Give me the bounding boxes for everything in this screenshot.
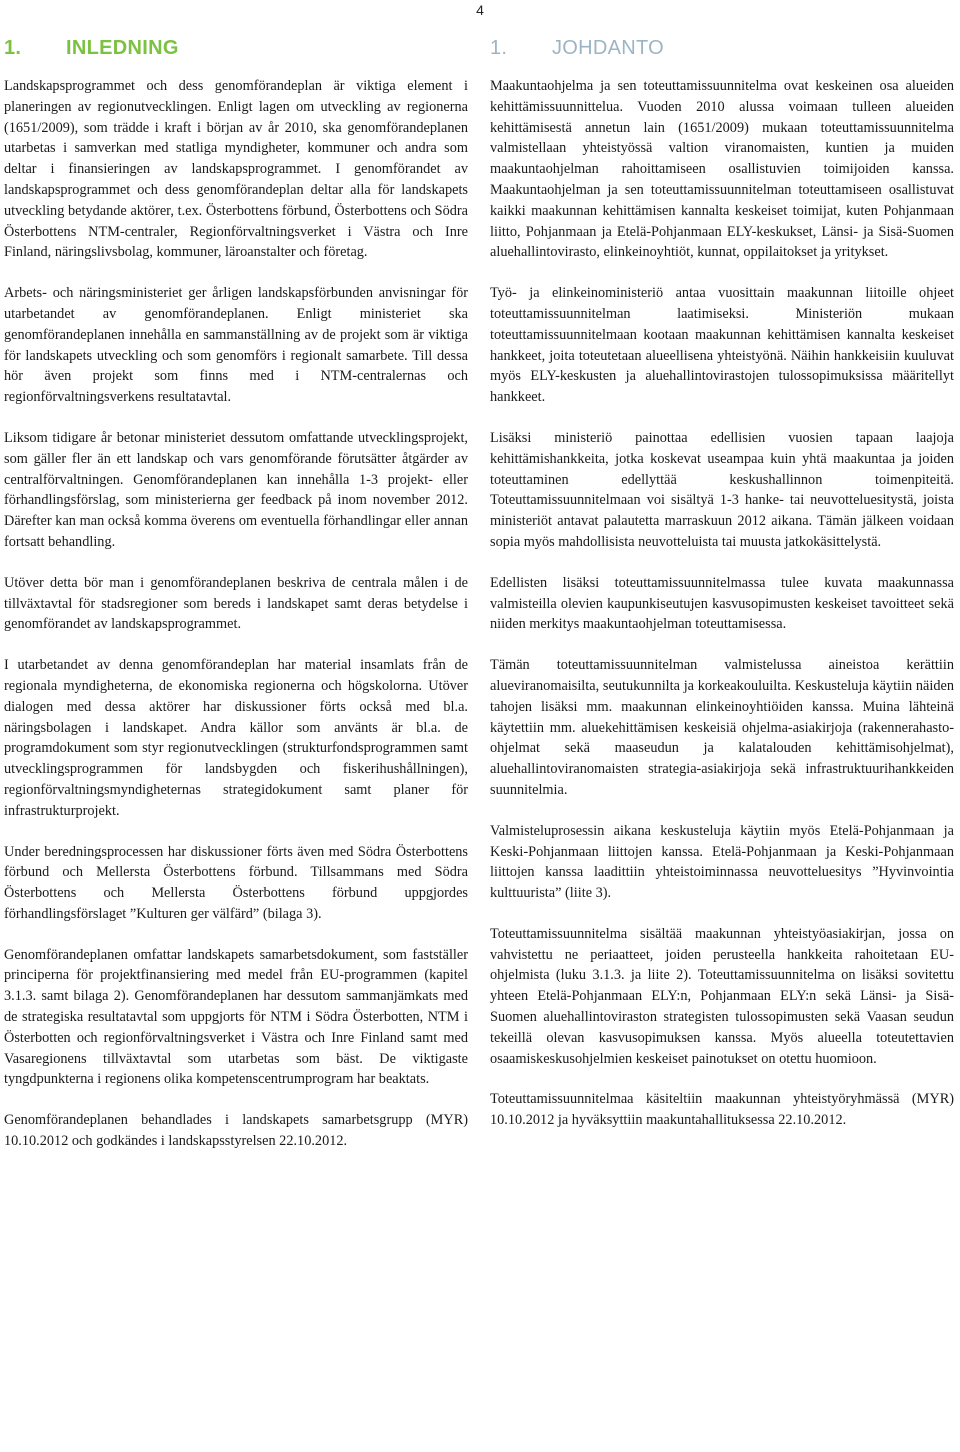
- paragraph: Genomförandeplanen omfattar landskapets samarbetsdokument, som fastställer principerna för projektfinansiering med medel från EU-programmen (kapitel 3.1.3. samt bilaga 2). Genomförandeplanen har dessutom sammanjämkats med de strategiska resultatavtal som uppgjorts för NTM i Södra Österbotten, NTM i Österbotten och regionförvaltningsverket i Västra och Inre Finland samt med Vasaregionens tillväxtavtal som utarbetas som bäst. De viktigaste tyngdpunkterna i regionens olika kompetenscentrumprogram har beaktats.: [4, 946, 468, 1088]
- page-number: 4: [476, 2, 484, 18]
- paragraph: Toteuttamissuunnitelma sisältää maakunnan yhteistyöasiakirjan, jossa on vahvistettu ne periaatteet, joiden perusteella hankkeita rahoitetaan EU-ohjelmista (luku 3.1.3. ja liite 2). Toteuttamissuunnitelma on lisäksi sovitettu yhteen Etelä-Pohjanmaan ELY:n, Pohjanmaan ELY:n sekä Länsi- ja Sisä-Suomen aluehallintoviraston strategisten tulossopimusten sekä Vaasan seudun tekeillä olevan kasvusopimuksen kanssa. Myös alueella toteutettavien osaamiskeskusohjelmien keskeiset painotukset on otettu huomioon.: [490, 925, 954, 1067]
- finnish-column: [490, 36, 954, 1151]
- heading-title: INLEDNING: [66, 37, 179, 59]
- heading-title: JOHDANTO: [552, 37, 665, 59]
- heading-number: 1.: [4, 37, 22, 59]
- paragraph: Lisäksi ministeriö painottaa edellisien vuosien tapaan laajoja kehittämishankkeita, jotka koskevat useampaa kuin yhtä maakuntaa ja joiden toteuttaminen edellyttää keskushallinnon toimenpiteitä. Toteuttamissuunnitelmaan voi sisältyä 1-3 hanke- tai neuvotteluesitystä, joista ministeriöt antavat palautetta marraskuun 2012 aikana. Tämän jälkeen voidaan sopia myös mahdollisista neuvotteluista tai muusta jatkokäsittelystä.: [490, 429, 954, 550]
- paragraph: Landskapsprogrammet och dess genomförandeplan är viktiga element i planeringen av regionutvecklingen. Enligt lagen om utveckling av regionerna (1651/2009), som trädde i kraft i början av år 2010, ska genomförandeplanen utarbetas i samverkan med statliga myndigheter, kommuner och andra som deltar i finansieringen av landskapsprogrammet. I genomförandet av landskapsprogrammet och dess genomförandeplan deltar alla för landskapets utveckling betydande aktörer, t.ex. Österbottens förbund, Österbottens och Södra Österbottens NTM-centraler, Regionförvaltningsverket i Västra och Inre Finland, näringslivsbolag, kommuner, läroanstalter och företag.: [4, 78, 468, 261]
- paragraph: Utöver detta bör man i genomförandeplanen beskriva de centrala målen i de tillväxtavtal för stadsregioner som bereds i landskapet samt deras betydelse i genomförandet av landskapsprogrammet.: [4, 574, 468, 633]
- paragraph: Toteuttamissuunnitelmaa käsiteltiin maakunnan yhteistyöryhmässä (MYR) 10.10.2012 ja hyväksyttiin maakuntahallituksessa 22.10.2012.: [490, 1091, 954, 1129]
- paragraph: Under beredningsprocessen har diskussioner förts även med Södra Österbottens förbund och Mellersta Österbottens förbund. Tillsammans med Södra Österbottens och Mellersta Österbottens förbund uppgjordes förhandlingsförslaget ”Kulturen ger välfärd” (bilaga 3).: [4, 843, 468, 922]
- paragraph: Maakuntaohjelma ja sen toteuttamissuunnitelma ovat keskeinen osa alueiden kehittämissuunnittelua. Vuoden 2010 alussa voimaan tulleen alueiden kehittämisestä annetun lain (1651/2009) mukaan toteuttamissuunnitelma valmistellaan yhteistyössä valtion viranomaisten, kuntien ja muiden maakuntaohjelman rahoittamiseen osallistuvien toimijoiden kanssa. Maakuntaohjelman ja sen toteuttamissuunnitelman toteuttamiseen osallistuvat kaikki maakunnan kehittämisen kannalta keskeiset toimijat, kuten Pohjanmaan liitto, Pohjanmaan ja Etelä-Pohjanmaan ELY-keskukset, Länsi- ja Sisä-Suomen aluehallintovirasto, elinkeinoyhtiöt, kunnat, oppilaitokset ja yritykset.: [490, 78, 954, 261]
- paragraph: Työ- ja elinkeinoministeriö antaa vuosittain maakunnan liitoille ohjeet toteuttamissuunnitelman laatimiseksi. Ministeriön mukaan toteuttamissuunnitelmaan kootaan maakunnan kehittämisen kannalta keskeiset hankkeet, joita toteutetaan alueellisena yhteistyönä. Näihin hankkeisiin kuuluvat myös ELY-keskusten ja aluehallintovirastojen tulossopimuksissa määritellyt hankkeet.: [490, 285, 954, 406]
- paragraph: Liksom tidigare år betonar ministeriet dessutom omfattande utvecklingsprojekt, som gäller fler än ett landskap och vars genomförande förutsätter åtgärder av centralförvaltningen. Genomförandeplanen kan innehålla 1-3 projekt- eller förhandlingsförslag, som ministerierna ger feedback på inom november 2012. Därefter kan man också komma överens om eventuella förhandlingar eller annan fortsatt behandling.: [4, 429, 468, 550]
- paragraph: I utarbetandet av denna genomförandeplan har material insamlats från de regionala myndigheterna, de ekonomiska regionerna och högskolorna. Utöver dialogen med dessa aktörer har diskussioner förts också med bl.a. näringsbolagen i landskapet. Andra källor som använts är bl.a. de programdokument som styr regionutvecklingen (strukturfondsprogrammen samt utvecklingsprogrammen för landsbygden och fiskerihushållningen), regionförvaltningsmyndigheternas strategidokument samt planer för infrastrukturprojekt.: [4, 657, 468, 819]
- paragraph: Tämän toteuttamissuunnitelman valmistelussa aineistoa kerättiin alueviranomaisilta, seutukunnilta ja korkeakouluilta. Keskusteluja käytiin näiden tahojen lisäksi mm. maakunnan elinkeinoyhtiöiden kanssa. Muina lähteinä käytettiin mm. aluekehittämisen keskeisiä ohjelma-asiakirjoja (rakennerahasto-ohjelmat sekä maaseudun ja kalatalouden kehittämisohjelmat), aluehallintoviranomaisten strategia-asiakirjoja sekä infrastruktuurihankkeiden suunnitelmia.: [490, 657, 954, 798]
- section-heading-finnish: [490, 36, 954, 60]
- paragraph: Valmisteluprosessin aikana keskusteluja käytiin myös Etelä-Pohjanmaan ja Keski-Pohjanmaan liittojen kanssa. Etelä-Pohjanmaan ja Keski-Pohjanmaan liittojen kanssa laadittiin yhteistoiminnassa neuvotteluesitys ”Hyvinvointia kulttuurista” (liite 3).: [490, 822, 954, 902]
- paragraph: Arbets- och näringsministeriet ger årligen landskapsförbunden anvisningar för utarbetandet av genomförandeplanen. Enligt ministeriet ska genomförandeplanen innehålla en sammanställning av de projekt som är viktiga för landskapets utveckling och som genomförs i regionalt samarbete. Till dessa hör även projekt som finns med i NTM-centralernas och regionförvaltningsverkens resultatavtal.: [4, 285, 468, 406]
- swedish-column: [4, 36, 468, 1172]
- section-heading-swedish: [4, 36, 468, 60]
- paragraph: Edellisten lisäksi toteuttamissuunnitelmassa tulee kuvata maakunnassa valmisteilla olevien kaupunkiseutujen kasvusopimusten keskeiset tavoitteet sekä niiden merkitys maakuntaohjelman toteuttamisessa.: [490, 574, 954, 633]
- paragraph: Genomförandeplanen behandlades i landskapets samarbetsgrupp (MYR) 10.10.2012 och godkändes i landskapsstyrelsen 22.10.2012.: [4, 1112, 468, 1150]
- heading-number: 1.: [490, 37, 508, 59]
